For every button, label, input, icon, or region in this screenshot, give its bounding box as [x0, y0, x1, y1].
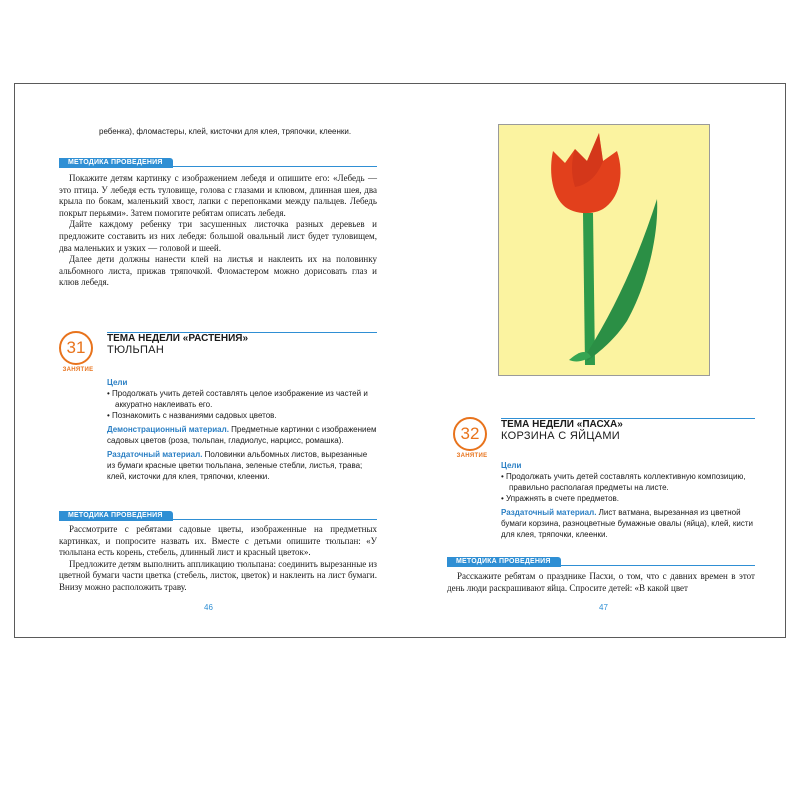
book-spread: [14, 83, 786, 638]
goal-text: Продолжать учить детей составлять коллективную композицию, правильно располагая предметы на листе.: [506, 472, 746, 492]
goal-text: Познакомить с названиями садовых цветов.: [112, 411, 277, 420]
goals-title: Цели: [107, 378, 128, 387]
methodology-text-2: [59, 524, 377, 594]
section-header-methodology: [59, 158, 377, 168]
lesson-header-31: [59, 331, 377, 375]
page-left: [15, 84, 401, 637]
goal-text: Продолжать учить детей составлять целое изображение из частей и аккуратно наклеивать его.: [112, 389, 368, 409]
lesson-theme: ТЕМА НЕДЕЛИ «ПАСХА»: [501, 419, 623, 430]
page-number: 46: [204, 603, 213, 612]
lesson-theme: ТЕМА НЕДЕЛИ «РАСТЕНИЯ»: [107, 333, 249, 344]
lesson-label: ЗАНЯТИЕ: [62, 367, 94, 373]
lesson-32-details: [501, 460, 755, 540]
goal-item: • Продолжать учить детей составлять коллективную композицию, правильно располагая предметы на листе.: [501, 472, 746, 492]
paragraph: Покажите детям картинку с изображением лебедя и опишите его: «Лебедь — это птица. У лебедя есть туловище, голова с глазами и клювом, длинная шея, два крыла по бокам, маленький хвост, лапки с перепонками между пальцев. Лебедь покрыт перьями». Затем помогите ребятам описать лебедя.: [59, 173, 377, 218]
goals-title: Цели: [501, 461, 522, 470]
lesson-number-badge: 32: [453, 417, 487, 451]
methodology-text-1: [59, 173, 377, 289]
page-right: [401, 84, 787, 637]
lesson-topic: КОРЗИНА С ЯЙЦАМИ: [501, 430, 621, 442]
handout-material-text: Лист ватмана, вырезанная из цветной бумаги корзина, разноцветные бумажные овалы (яйца), клей, кисти для клея, тряпочки, клеенки.: [501, 508, 753, 539]
handout-material: [501, 507, 755, 540]
lesson-topic: ТЮЛЬПАН: [107, 344, 165, 356]
section-header-label: МЕТОДИКА ПРОВЕДЕНИЯ: [59, 158, 173, 168]
goal-item: • Познакомить с названиями садовых цветов.: [107, 411, 277, 420]
lesson-label: ЗАНЯТИЕ: [456, 453, 488, 459]
section-header-methodology: [447, 557, 755, 567]
section-header-methodology: [59, 511, 377, 521]
demo-material-label: Демонстрационный материал.: [107, 425, 229, 434]
tulip-drawing: [499, 125, 710, 376]
demo-material-text: Предметные картинки с изображением садовых цветов (роза, тюльпан, гладиолус, нарцисс, ромашка).: [107, 425, 377, 445]
handout-material-label: Раздаточный материал.: [501, 508, 597, 517]
handout-material-label: Раздаточный материал.: [107, 450, 203, 459]
methodology-text-right: [447, 571, 755, 594]
paragraph: Рассмотрите с ребятами садовые цветы, изображенные на предметных картинках, и попросите назвать их. Вместе с детьми опишите тюльпан: «У тюльпана есть корень, стебель, длинный лист и красный цветок».: [59, 524, 377, 558]
tulip-illustration: [498, 124, 710, 376]
tulip-stem: [583, 213, 595, 365]
continuation-text: ребенка), фломастеры, клей, кисточки для клея, тряпочки, клеенки.: [99, 127, 352, 136]
lesson-31-details: [107, 377, 377, 482]
handout-material: [107, 449, 377, 482]
demo-material: [107, 424, 377, 446]
goal-text: Упражнять в счете предметов.: [506, 494, 620, 503]
tulip-leaf: [587, 199, 657, 361]
section-header-label: МЕТОДИКА ПРОВЕДЕНИЯ: [59, 511, 173, 521]
handout-material-text: Половинки альбомных листов, вырезанные из бумаги красные цветки тюльпана, зеленые стебли, листья, трава; клей, кисточки для клея, тряпочки, клеенки.: [107, 450, 368, 481]
goal-item: • Продолжать учить детей составлять целое изображение из частей и аккуратно наклеивать его.: [107, 389, 368, 409]
paragraph: Дайте каждому ребенку три засушенных листочка разных деревьев и предложите составить из них лебедя: большой овальный лист будет туловищем, два маленьких и узких — головой и шеей.: [59, 219, 377, 253]
section-header-label: МЕТОДИКА ПРОВЕДЕНИЯ: [447, 557, 561, 567]
paragraph: Предложите детям выполнить аппликацию тюльпана: соединить вырезанные из цветной бумаги части цветка (стебель, листок, цветок) и наклеить на лист бумаги. Внизу можно расположить траву.: [59, 558, 377, 592]
paragraph: Далее дети должны нанести клей на листья и наклеить их на половинку альбомного листа, прижав тряпочкой. Фломастером можно дорисовать глаз и клюв лебедя.: [59, 254, 377, 288]
paragraph: Расскажите ребятам о празднике Пасхи, о том, что с давних времен в этот день люди раскрашивают яйца. Спросите детей: «В какой цвет: [447, 571, 755, 593]
page-number: 47: [599, 603, 608, 612]
goal-item: • Упражнять в счете предметов.: [501, 494, 620, 503]
lesson-header-32: [453, 417, 771, 461]
lesson-number-badge: 31: [59, 331, 93, 365]
